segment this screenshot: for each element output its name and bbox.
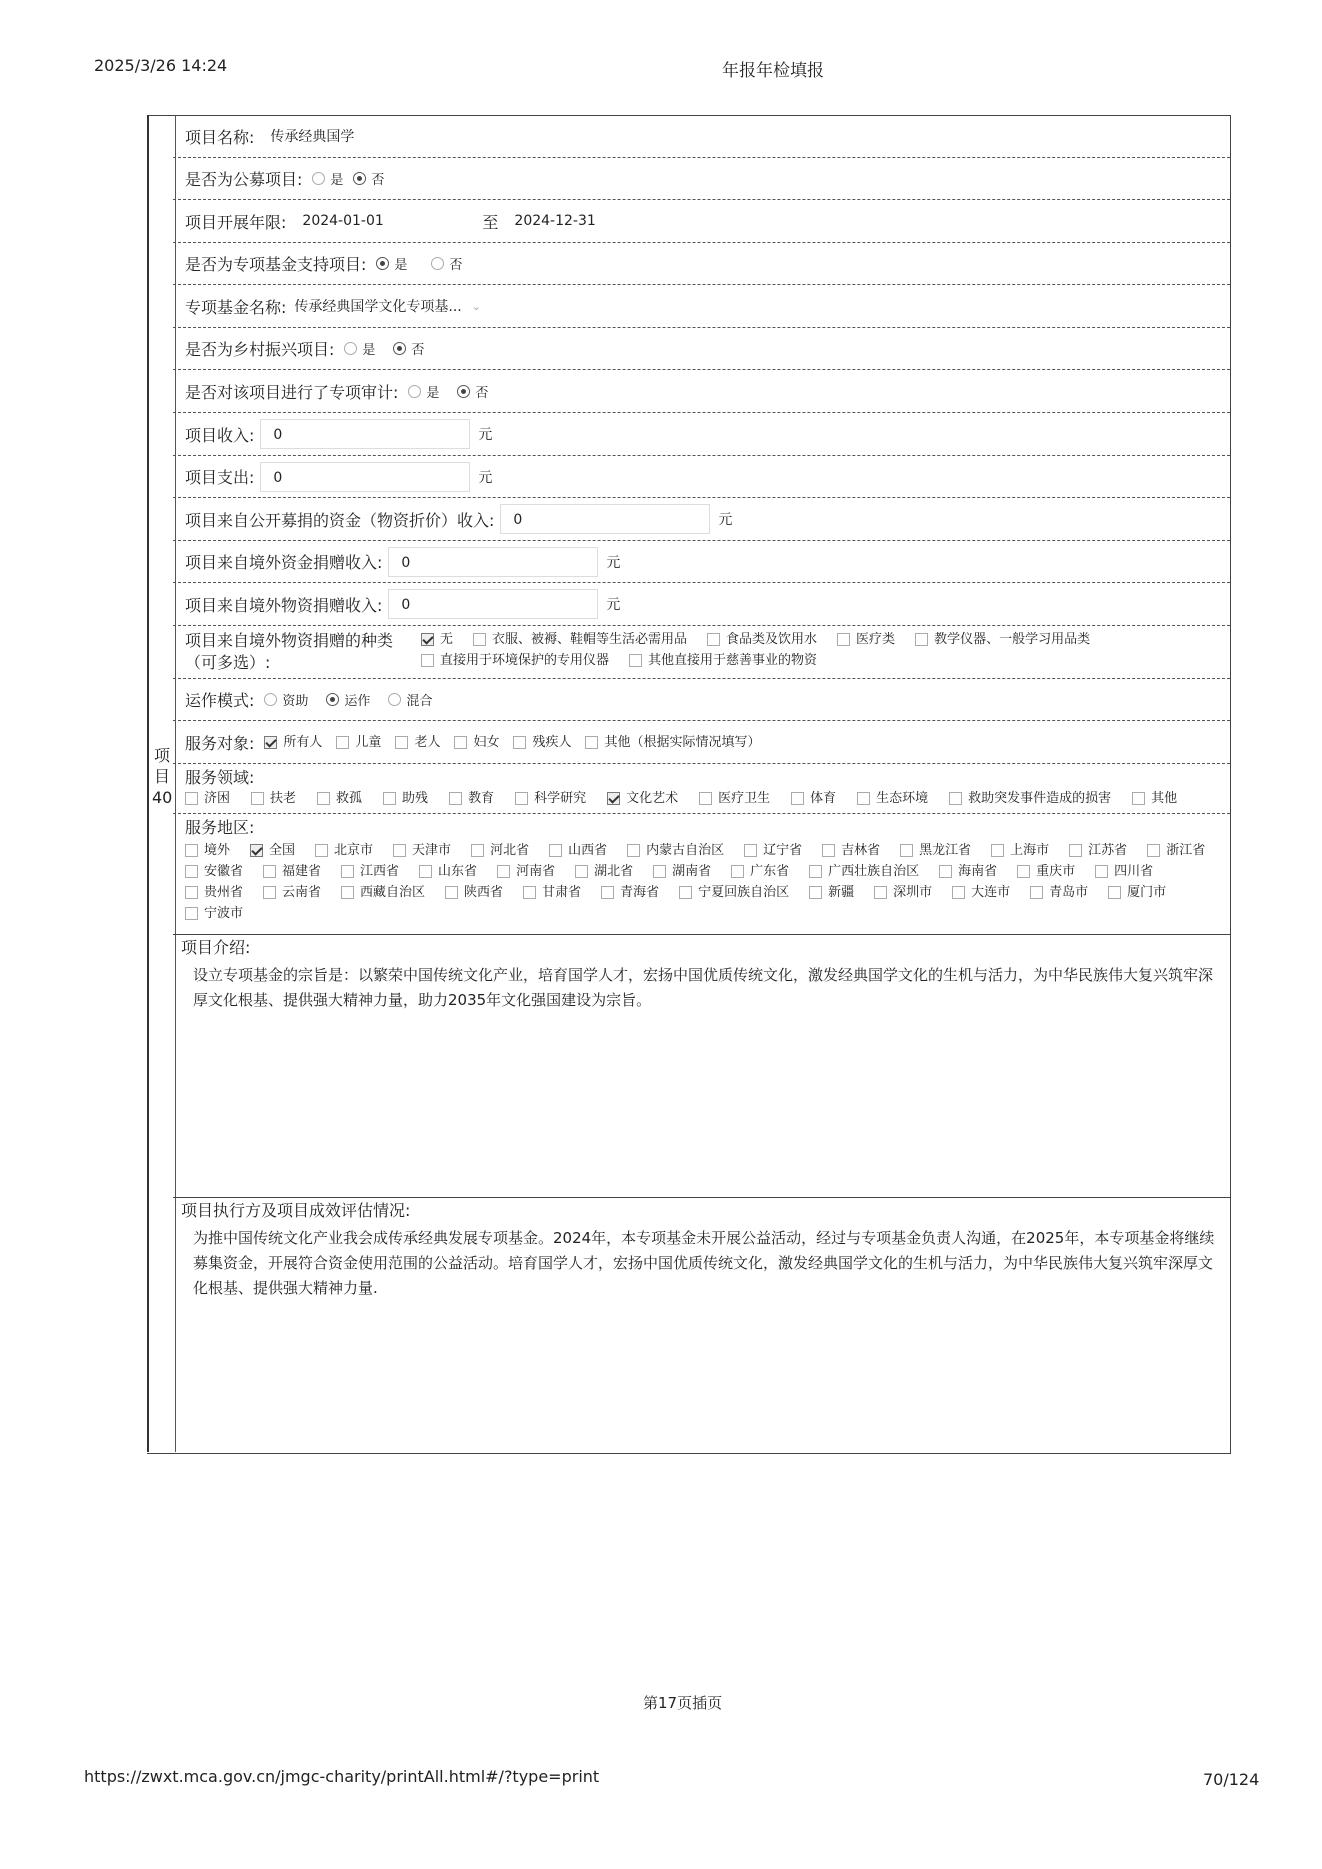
checkbox-option[interactable] <box>1132 788 1177 809</box>
goods-type-label-multi: （可多选）: <box>185 653 271 672</box>
checkbox-option[interactable] <box>185 788 230 809</box>
checkbox-option[interactable] <box>421 650 609 671</box>
row-foreign-goods <box>173 583 1230 626</box>
expense-input[interactable]: 0 <box>260 462 470 492</box>
checkbox-label: 扶老 <box>270 791 297 806</box>
checkbox-label: 厦门市 <box>1127 885 1167 900</box>
radio-icon <box>264 693 277 706</box>
expense-unit: 元 <box>478 469 493 486</box>
checkbox-icon <box>952 886 965 899</box>
public-fundraise-yes[interactable]: 是 <box>312 169 343 188</box>
row-fund-name <box>173 285 1230 328</box>
checkbox-option[interactable] <box>449 788 494 809</box>
checkbox-icon <box>263 886 276 899</box>
checkbox-label: 河南省 <box>516 864 556 879</box>
checkbox-icon <box>949 792 962 805</box>
checkbox-checked-icon <box>264 736 277 749</box>
checkbox-label: 青海省 <box>620 885 660 900</box>
row-income <box>173 413 1230 456</box>
project-name-value: 传承经典国学 <box>270 129 355 145</box>
checkbox-option[interactable] <box>1108 882 1166 903</box>
checkbox-icon <box>523 886 536 899</box>
checkbox-icon <box>419 865 432 878</box>
checkbox-icon <box>857 792 870 805</box>
checkbox-option[interactable] <box>251 788 296 809</box>
checkbox-option[interactable] <box>952 882 1010 903</box>
checkbox-label: 其他直接用于慈善事业的物资 <box>648 653 818 668</box>
expense-label: 项目支出: <box>185 468 255 487</box>
rural-yes[interactable]: 是 <box>344 339 375 358</box>
row-target <box>173 721 1230 764</box>
checkbox-option[interactable] <box>744 840 802 861</box>
checkbox-icon <box>1069 844 1082 857</box>
checkbox-option[interactable] <box>445 882 503 903</box>
checkbox-option[interactable] <box>421 629 453 650</box>
row-special-fund <box>173 243 1230 285</box>
page-url: https://zwxt.mca.gov.cn/jmgc-charity/printAll.html#/?type=print <box>84 1767 600 1786</box>
checkbox-label: 济困 <box>204 791 231 806</box>
checkbox-label: 甘肃省 <box>542 885 582 900</box>
radio-selected-icon <box>457 385 470 398</box>
checkbox-icon <box>315 844 328 857</box>
checkbox-label: 新疆 <box>828 885 855 900</box>
checkbox-icon <box>515 792 528 805</box>
checkbox-option[interactable] <box>575 861 633 882</box>
row-rural <box>173 328 1230 370</box>
goods-type-options <box>421 629 1110 650</box>
checkbox-label: 食品类及饮用水 <box>726 632 818 647</box>
checkbox-icon <box>653 865 666 878</box>
page-count: 70/124 <box>1203 1770 1260 1789</box>
radio-icon <box>388 693 401 706</box>
fund-name-label: 专项基金名称: <box>185 297 287 317</box>
checkbox-option[interactable] <box>874 882 932 903</box>
checkbox-option[interactable] <box>900 840 971 861</box>
public-fundraise-no[interactable]: 否 <box>353 169 384 188</box>
foreign-fund-input[interactable]: 0 <box>388 547 598 577</box>
checkbox-option[interactable] <box>471 840 529 861</box>
radio-selected-icon <box>353 172 366 185</box>
checkbox-label: 其他（根据实际情况填写） <box>604 734 761 750</box>
rural-label: 是否为乡村振兴项目: <box>185 340 335 359</box>
checkbox-icon <box>251 792 264 805</box>
checkbox-label: 妇女 <box>473 734 500 750</box>
checkbox-label: 体育 <box>810 791 837 806</box>
checkbox-label: 江苏省 <box>1088 843 1128 858</box>
checkbox-icon <box>185 792 198 805</box>
checkbox-icon <box>699 792 712 805</box>
checkbox-label: 广西壮族自治区 <box>828 864 920 879</box>
checkbox-option[interactable] <box>454 732 499 753</box>
special-fund-no[interactable]: 否 <box>431 254 462 273</box>
checkbox-option[interactable] <box>627 840 724 861</box>
chevron-down-icon[interactable]: ⌄ <box>471 299 481 313</box>
checkbox-option[interactable] <box>523 882 581 903</box>
public-income-label: 项目来自公开募捐的资金（物资折价）收入: <box>185 510 495 530</box>
foreign-goods-input[interactable]: 0 <box>388 589 598 619</box>
checkbox-label: 山东省 <box>438 864 478 879</box>
checkbox-label: 科学研究 <box>534 791 587 806</box>
checkbox-icon <box>939 865 952 878</box>
checkbox-icon <box>1108 886 1121 899</box>
checkbox-option[interactable] <box>991 840 1049 861</box>
checkbox-icon <box>791 792 804 805</box>
intro-section <box>173 935 1230 1198</box>
eval-section <box>173 1198 1230 1452</box>
checkbox-label: 儿童 <box>355 734 382 750</box>
checkbox-option[interactable] <box>263 882 321 903</box>
checkbox-label: 深圳市 <box>893 885 933 900</box>
checkbox-label: 生态环境 <box>876 791 929 806</box>
radio-icon <box>312 172 325 185</box>
checkbox-icon <box>449 792 462 805</box>
checkbox-label: 教学仪器、一般学习用品类 <box>934 632 1091 647</box>
checkbox-icon <box>549 844 562 857</box>
checkbox-option[interactable] <box>513 732 571 753</box>
checkbox-label: 天津市 <box>412 843 452 858</box>
checkbox-label: 吉林省 <box>841 843 881 858</box>
checkbox-option[interactable] <box>185 840 230 861</box>
checkbox-icon <box>263 865 276 878</box>
checkbox-icon <box>874 886 887 899</box>
checkbox-label: 教育 <box>468 791 495 806</box>
checkbox-option[interactable] <box>607 788 678 809</box>
project-name-label: 项目名称: <box>185 127 255 147</box>
checkbox-option[interactable] <box>497 861 555 882</box>
checkbox-icon <box>341 886 354 899</box>
checkbox-icon <box>1017 865 1030 878</box>
radio-icon <box>344 342 357 355</box>
checkbox-option[interactable] <box>653 861 711 882</box>
checkbox-icon <box>915 633 928 646</box>
checkbox-label: 救孤 <box>336 791 363 806</box>
checkbox-icon <box>809 865 822 878</box>
region-label: 服务地区: <box>185 818 255 837</box>
checkbox-icon <box>395 736 408 749</box>
checkbox-option[interactable] <box>1030 882 1088 903</box>
checkbox-icon <box>185 907 198 920</box>
checkbox-icon <box>317 792 330 805</box>
target-options <box>264 732 774 753</box>
goods-type-options-2 <box>421 650 837 671</box>
checkbox-option[interactable] <box>185 882 243 903</box>
checkbox-icon <box>185 886 198 899</box>
checkbox-label: 广东省 <box>750 864 790 879</box>
checkbox-label: 湖南省 <box>672 864 712 879</box>
checkbox-option[interactable] <box>185 861 243 882</box>
checkbox-label: 残疾人 <box>532 734 572 750</box>
checkbox-icon <box>421 654 434 667</box>
checkbox-icon <box>627 844 640 857</box>
checkbox-option[interactable] <box>601 882 659 903</box>
checkbox-option[interactable] <box>791 788 836 809</box>
public-fundraise-label: 是否为公募项目: <box>185 170 303 189</box>
checkbox-label: 医疗卫生 <box>718 791 771 806</box>
checkbox-option[interactable] <box>1069 840 1127 861</box>
income-label: 项目收入: <box>185 425 255 445</box>
checkbox-icon <box>744 844 757 857</box>
page-title: 年报年检填报 <box>722 61 824 81</box>
checkbox-option[interactable] <box>185 903 243 924</box>
checkbox-label: 陕西省 <box>464 885 504 900</box>
checkbox-label: 境外 <box>204 843 231 858</box>
checkbox-option[interactable] <box>264 732 322 753</box>
region-options <box>185 840 1230 924</box>
eval-label: 项目执行方及项目成效评估情况: <box>181 1201 411 1220</box>
checkbox-label: 北京市 <box>334 843 374 858</box>
checkbox-icon <box>185 865 198 878</box>
row-expense <box>173 456 1230 498</box>
row-goods-type <box>173 626 1230 679</box>
intro-text[interactable]: 设立专项基金的宗旨是：以繁荣中国传统文化产业，培育国学人才，宏扬中国优质传统文化，激发经典国学文化的生机与活力，为中华民族伟大复兴筑牢深厚文化根基、提供强大精神力量，助力2035年文化强国建设为宗旨。 <box>193 966 1214 1009</box>
checkbox-label: 助残 <box>402 791 429 806</box>
checkbox-label: 无 <box>440 632 454 647</box>
intro-label: 项目介绍: <box>181 938 251 957</box>
row-field <box>173 764 1230 814</box>
checkbox-checked-icon <box>421 633 434 646</box>
period-start[interactable]: 2024-01-01 <box>302 213 384 229</box>
checkbox-icon <box>900 844 913 857</box>
checkbox-icon <box>809 886 822 899</box>
income-input[interactable]: 0 <box>260 419 470 449</box>
period-end[interactable]: 2024-12-31 <box>514 213 596 229</box>
audit-label: 是否对该项目进行了专项审计: <box>185 382 399 402</box>
public-income-unit: 元 <box>718 512 733 528</box>
checkbox-icon <box>185 844 198 857</box>
checkbox-icon <box>1147 844 1160 857</box>
checkbox-label: 医疗类 <box>856 632 896 647</box>
checkbox-label: 黑龙江省 <box>919 843 972 858</box>
checkbox-icon <box>336 736 349 749</box>
checkbox-icon <box>471 844 484 857</box>
checkbox-option[interactable] <box>419 861 477 882</box>
audit-no[interactable]: 否 <box>457 382 488 401</box>
checkbox-label: 所有人 <box>283 734 323 750</box>
checkbox-option[interactable] <box>915 629 1090 650</box>
audit-yes[interactable]: 是 <box>408 382 439 401</box>
checkbox-label: 救助突发事件造成的损害 <box>968 791 1112 806</box>
checkbox-option[interactable] <box>809 882 854 903</box>
checkbox-label: 文化艺术 <box>626 791 679 806</box>
foreign-fund-unit: 元 <box>606 554 621 571</box>
mode-label: 运作模式: <box>185 691 255 710</box>
checkbox-option[interactable] <box>336 732 381 753</box>
checkbox-icon <box>454 736 467 749</box>
checkbox-option[interactable] <box>393 840 451 861</box>
checkbox-checked-icon <box>250 844 263 857</box>
row-public-income <box>173 498 1230 541</box>
checkbox-label: 西藏自治区 <box>360 885 426 900</box>
checkbox-label: 山西省 <box>568 843 608 858</box>
checkbox-icon <box>341 865 354 878</box>
checkbox-icon <box>445 886 458 899</box>
checkbox-label: 云南省 <box>282 885 322 900</box>
print-date: 2025/3/26 14:24 <box>94 56 228 75</box>
rural-no[interactable]: 否 <box>393 339 424 358</box>
row-public-fundraise <box>173 158 1230 200</box>
checkbox-icon <box>575 865 588 878</box>
eval-text[interactable]: 为推中国传统文化产业我会成传承经典发展专项基金。2024年，本专项基金未开展公益活动，经过与专项基金负责人沟通，在2025年，本专项基金将继续募集资金，开展符合资金使用范围的公益活动。培育国学人才，宏扬中国优质传统文化，激发经典国学文化的生机与活力，为中华民族伟大复兴筑牢深厚文化根基、提供强大精神力量. <box>193 1229 1215 1297</box>
radio-selected-icon <box>376 257 389 270</box>
income-unit: 元 <box>478 427 493 443</box>
checkbox-label: 其他 <box>1151 791 1178 806</box>
row-project-name <box>173 115 1230 158</box>
checkbox-icon <box>497 865 510 878</box>
foreign-goods-unit: 元 <box>606 597 621 613</box>
foreign-fund-label: 项目来自境外资金捐赠收入: <box>185 553 383 572</box>
public-income-input[interactable]: 0 <box>500 504 710 534</box>
checkbox-option[interactable] <box>1095 861 1153 882</box>
checkbox-icon <box>601 886 614 899</box>
checkbox-option[interactable] <box>515 788 586 809</box>
field-options <box>185 788 1230 809</box>
checkbox-icon <box>629 654 642 667</box>
period-label: 项目开展年限: <box>185 212 287 232</box>
checkbox-icon <box>473 633 486 646</box>
radio-selected-icon <box>326 693 339 706</box>
checkbox-icon <box>383 792 396 805</box>
row-mode <box>173 679 1230 721</box>
checkbox-option[interactable] <box>317 788 362 809</box>
side-label: 项目40 <box>152 746 173 807</box>
checkbox-icon <box>731 865 744 878</box>
checkbox-option[interactable] <box>857 788 928 809</box>
checkbox-option[interactable] <box>250 840 295 861</box>
goods-type-label: 项目来自境外物资捐赠的种类 <box>185 631 394 650</box>
checkbox-option[interactable] <box>837 629 895 650</box>
checkbox-option[interactable] <box>629 650 817 671</box>
checkbox-option[interactable] <box>809 861 919 882</box>
checkbox-option[interactable] <box>1147 840 1205 861</box>
checkbox-option[interactable] <box>1017 861 1075 882</box>
checkbox-icon <box>1095 865 1108 878</box>
special-fund-label: 是否为专项基金支持项目: <box>185 255 367 274</box>
checkbox-label: 大连市 <box>971 885 1011 900</box>
checkbox-icon <box>585 736 598 749</box>
checkbox-label: 安徽省 <box>204 864 244 879</box>
row-region <box>173 814 1230 935</box>
checkbox-label: 重庆市 <box>1036 864 1076 879</box>
checkbox-option[interactable] <box>341 882 425 903</box>
checkbox-icon <box>837 633 850 646</box>
radio-selected-icon <box>393 342 406 355</box>
checkbox-option[interactable] <box>707 629 817 650</box>
checkbox-label: 衣服、被褥、鞋帽等生活必需用品 <box>492 632 688 647</box>
checkbox-option[interactable] <box>473 629 687 650</box>
checkbox-icon <box>393 844 406 857</box>
checkbox-label: 直接用于环境保护的专用仪器 <box>440 653 610 668</box>
insert-page-note: 第17页插页 <box>643 1694 723 1712</box>
checkbox-label: 福建省 <box>282 864 322 879</box>
mode-fund[interactable]: 资助 <box>264 690 308 709</box>
checkbox-icon <box>679 886 692 899</box>
checkbox-label: 宁夏回族自治区 <box>698 885 790 900</box>
checkbox-icon <box>707 633 720 646</box>
checkbox-label: 海南省 <box>958 864 998 879</box>
period-sep: 至 <box>482 212 499 232</box>
checkbox-option[interactable] <box>263 861 321 882</box>
checkbox-option[interactable] <box>939 861 997 882</box>
row-period <box>173 200 1230 243</box>
row-foreign-fund <box>173 541 1230 583</box>
checkbox-option[interactable] <box>549 840 607 861</box>
checkbox-label: 全国 <box>269 843 296 858</box>
special-fund-yes[interactable]: 是 <box>376 254 407 273</box>
checkbox-icon <box>822 844 835 857</box>
checkbox-option[interactable] <box>679 882 789 903</box>
checkbox-option[interactable] <box>395 732 440 753</box>
checkbox-label: 河北省 <box>490 843 530 858</box>
checkbox-option[interactable] <box>699 788 770 809</box>
fund-name-select[interactable]: 传承经典国学文化专项基... <box>294 299 462 315</box>
checkbox-label: 四川省 <box>1114 864 1154 879</box>
mode-mixed[interactable]: 混合 <box>388 690 432 709</box>
checkbox-label: 上海市 <box>1010 843 1050 858</box>
mode-operate[interactable]: 运作 <box>326 690 370 709</box>
checkbox-option[interactable] <box>822 840 880 861</box>
checkbox-icon <box>1132 792 1145 805</box>
radio-icon <box>408 385 421 398</box>
checkbox-icon <box>991 844 1004 857</box>
checkbox-label: 江西省 <box>360 864 400 879</box>
checkbox-label: 老人 <box>414 734 441 750</box>
row-audit <box>173 370 1230 413</box>
foreign-goods-label: 项目来自境外物资捐赠收入: <box>185 595 383 615</box>
field-label: 服务领域: <box>185 768 255 787</box>
checkbox-option[interactable] <box>383 788 428 809</box>
checkbox-label: 宁波市 <box>204 906 244 921</box>
radio-icon <box>431 257 444 270</box>
checkbox-icon <box>513 736 526 749</box>
checkbox-label: 青岛市 <box>1049 885 1089 900</box>
checkbox-option[interactable] <box>585 732 760 753</box>
checkbox-checked-icon <box>607 792 620 805</box>
checkbox-label: 贵州省 <box>204 885 244 900</box>
checkbox-option[interactable] <box>949 788 1111 809</box>
checkbox-label: 浙江省 <box>1166 843 1206 858</box>
checkbox-label: 湖北省 <box>594 864 634 879</box>
checkbox-option[interactable] <box>341 861 399 882</box>
checkbox-label: 内蒙古自治区 <box>646 843 725 858</box>
checkbox-option[interactable] <box>731 861 789 882</box>
checkbox-label: 辽宁省 <box>763 843 803 858</box>
target-label: 服务对象: <box>185 733 255 753</box>
checkbox-option[interactable] <box>315 840 373 861</box>
checkbox-icon <box>1030 886 1043 899</box>
